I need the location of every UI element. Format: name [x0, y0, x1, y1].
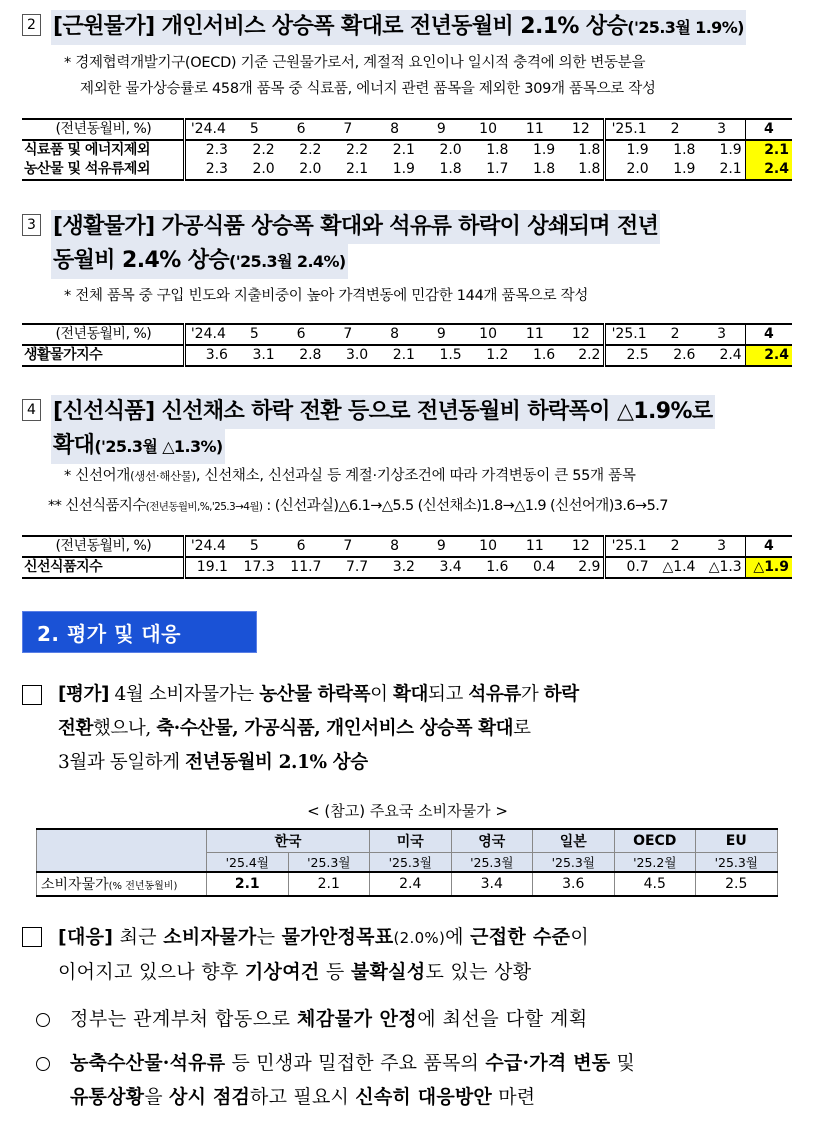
table-cell: 2.5: [605, 345, 652, 366]
eval-text: 4월 소비자물가는: [109, 684, 260, 705]
reference-cpi-table: [36, 828, 778, 897]
table-cell: 2.1: [392, 142, 415, 158]
resp-bold: 기상여건: [244, 961, 320, 983]
table-cell: 1.9: [719, 142, 742, 158]
table-column-header: 4: [745, 119, 792, 140]
living-title-text2: 동월비 2.4% 상승: [53, 248, 229, 273]
eval-bold: 농산물 하락폭: [259, 684, 371, 705]
reference-corner-cell: [37, 829, 207, 872]
table-cell: 2.2: [558, 345, 605, 366]
core-cpi-tag: [근원물가]: [53, 14, 155, 39]
table-cell: 2.2: [299, 142, 322, 158]
table-column-header: 7: [324, 324, 371, 345]
reference-row-label: [37, 872, 207, 896]
fresh-title-text1: 신선채소 하락 전환 등으로 전년동월비 하락폭이 △1.9%로: [154, 399, 713, 424]
table-cell: 1.7: [465, 160, 512, 180]
living-title-text1: 가공식품 상승폭 확대와 석유류 하락이 상쇄되며 전년: [154, 214, 659, 239]
table-cell: 2.0: [439, 142, 462, 158]
fresh-note2-small: (전년동월비,%,'25.3→4월): [145, 501, 263, 513]
period-cell: '25.3월: [533, 853, 615, 873]
table-column-header: 5: [231, 119, 278, 140]
eval-tag: [평가]: [58, 684, 110, 705]
country-cell: EU: [696, 829, 778, 853]
table-column-header: 4: [745, 536, 792, 557]
period-cell: '25.3월: [696, 853, 778, 873]
bullet-plain: 하고 필요시: [250, 1086, 356, 1108]
bullet-plain: 에 최선을 다할 계획: [417, 1008, 588, 1030]
table-column-header: 12: [558, 119, 605, 140]
resp-text: 이어지고 있으나 향후: [58, 961, 245, 983]
eval-text: 되고: [427, 684, 469, 705]
eval-bold: 하락: [543, 684, 579, 705]
table-cell: 1.9: [605, 140, 652, 160]
eval-bold: 축·수산물, 가공식품, 개인서비스 상승폭 확대: [156, 718, 514, 739]
country-cell: 일본: [533, 829, 615, 853]
eval-bold: 확대: [393, 684, 428, 705]
eval-bold: 석유류: [468, 684, 521, 705]
table-header-row: [22, 324, 792, 345]
resp-bold: 물가안정목표: [281, 926, 394, 948]
table-column-header: 6: [278, 324, 325, 345]
table-cell: 3.2: [371, 557, 418, 578]
row-label-text: 소비자물가: [41, 877, 109, 893]
table-column-header: 9: [418, 324, 465, 345]
bullet-text: [70, 1046, 800, 1114]
bullet-bold: 수급·가격 변동: [485, 1052, 611, 1074]
bullet-text: [70, 1002, 588, 1036]
table-row: [22, 140, 792, 160]
table-column-header: '25.1: [605, 119, 652, 140]
table-cell: 0.7: [605, 557, 652, 578]
table-cell: 3.0: [324, 345, 371, 366]
table-column-header: 10: [465, 324, 512, 345]
table-cell: 2.0: [231, 160, 278, 180]
bullet-bold: 신속히 대응방안: [355, 1086, 492, 1108]
resp-small: (2.0%): [393, 929, 446, 947]
living-title-line2: [51, 244, 348, 279]
response-line2: [58, 955, 798, 989]
reference-table-title: < (참고) 주요국 소비자물가 >: [307, 802, 508, 820]
resp-text: 등: [319, 961, 351, 983]
living-paren: ('25.3월 2.4%): [229, 252, 346, 271]
living-tag: [생활물가]: [53, 214, 155, 239]
table-cell: 1.5: [418, 345, 465, 366]
table-cell: 1.9: [371, 160, 418, 180]
table-cell: 3.1: [231, 345, 278, 366]
value-cell: 2.1: [207, 872, 289, 896]
eval-bold: 전년동월비 2.1% 상승: [185, 752, 368, 773]
table-cell: 2.8: [278, 345, 325, 366]
table-column-header: '25.1: [605, 324, 652, 345]
section-number-box: 4: [22, 399, 41, 421]
table-cell: △1.9: [745, 557, 792, 578]
country-cell: 미국: [370, 829, 452, 853]
evaluation-line2: [58, 712, 798, 746]
bullet-bold: 유통상황: [70, 1086, 145, 1108]
table-column-header: 9: [418, 536, 465, 557]
table-cell: △1.4: [652, 557, 699, 578]
resp-bold: 근접한 수준: [470, 926, 571, 948]
table-cell: 2.4: [745, 345, 792, 366]
table-cell: 2.2: [252, 142, 275, 158]
table-cell: 1.8: [486, 142, 509, 158]
table-cell: 0.4: [511, 557, 558, 578]
fresh-paren: ('25.3월 △1.3%): [94, 437, 223, 456]
value-cell: 2.1: [288, 872, 370, 896]
checkbox-square-icon: [22, 927, 42, 947]
table-cell: 2.2: [345, 142, 369, 158]
bullet-line2: [70, 1080, 800, 1114]
resp-bold: 소비자물가: [163, 926, 257, 948]
reference-value-row: [37, 872, 778, 896]
response-line1: [58, 920, 798, 955]
response-paragraph: [58, 920, 798, 989]
table-column-header: 12: [558, 324, 605, 345]
table-cell: 2.6: [652, 345, 699, 366]
bullet-bold: 체감물가 안정: [297, 1008, 418, 1030]
table-column-header: 7: [324, 119, 371, 140]
fresh-tag: [신선식품]: [53, 399, 155, 424]
living-note: * 전체 품목 중 구입 빈도와 지출비중이 높아 가격변동에 민감한 144개 품목으로 작성: [64, 288, 589, 304]
table-column-header: 2: [652, 324, 699, 345]
table-column-header: '25.1: [605, 536, 652, 557]
table-cell: 1.8: [418, 160, 465, 180]
table-column-header: 11: [511, 536, 558, 557]
resp-text: 도 있는 상황: [425, 961, 532, 983]
evaluation-paragraph: [58, 678, 798, 780]
country-cell: OECD: [614, 829, 696, 853]
bullet-item: [36, 1002, 588, 1036]
living-title-line1: [51, 210, 660, 244]
bullet-bold: 농축수산물·석유류: [70, 1052, 226, 1074]
eval-text: 3월과 동일하게: [58, 752, 186, 773]
table-column-header: 11: [511, 324, 558, 345]
bullet-plain: 마련: [492, 1086, 536, 1108]
evaluation-block: [22, 678, 798, 780]
fresh-note2-b: : (신선과실)△6.1→△5.5 (신선채소)1.8→△1.9 (신선어개)3.6→5.7: [262, 498, 668, 514]
eval-text: 이: [370, 684, 394, 705]
period-cell: '25.3월: [370, 853, 452, 873]
eval-text: 했으나,: [92, 718, 157, 739]
value-cell: 4.5: [614, 872, 696, 896]
table-column-header: 5: [231, 324, 278, 345]
table-cell: 1.9: [532, 142, 556, 158]
table-column-header: '24.4: [184, 536, 231, 557]
resp-text: 는: [256, 926, 282, 948]
table-unit-label: (전년동월비, %): [22, 119, 184, 140]
living-cpi-table: [22, 323, 792, 367]
table-cell: 2.3: [184, 160, 231, 180]
table-column-header: 6: [278, 536, 325, 557]
table-column-header: 6: [278, 119, 325, 140]
fresh-note1: [64, 463, 636, 489]
bullet-line1: [70, 1046, 800, 1080]
reference-country-row: [37, 829, 778, 853]
circle-bullet-icon: [36, 1013, 50, 1027]
core-cpi-table: [22, 118, 792, 181]
table-cell: 2.1: [698, 160, 745, 180]
period-cell: '25.2월: [614, 853, 696, 873]
resp-bold: 불확실성: [350, 961, 426, 983]
table-cell: △1.3: [698, 557, 745, 578]
fresh-note1-small: (생선·해산물): [130, 469, 196, 483]
table-unit-label: (전년동월비, %): [22, 536, 184, 557]
core-cpi-note-line2: 제외한 물가상승률로 458개 품목 중 식료품, 에너지 관련 품목을 제외한 309개 품목으로 작성: [80, 81, 656, 97]
resp-text: 에: [445, 926, 471, 948]
country-cell: 한국: [207, 829, 370, 853]
fresh-note2-a: ** 신선식품지수: [48, 498, 146, 514]
fresh-title-text2: 확대: [53, 433, 95, 458]
section-number-box: 2: [22, 14, 41, 36]
bullet-bold: 상시 점검: [169, 1086, 251, 1108]
bullet-plain: 등 민생과 밀접한 주요 품목의: [225, 1052, 486, 1074]
period-cell: '25.4월: [207, 853, 289, 873]
table-cell: 1.6: [511, 345, 558, 366]
resp-tag: [대응]: [58, 926, 114, 948]
table-cell: 1.9: [652, 160, 699, 180]
checkbox-square-icon: [22, 685, 42, 705]
table-cell: 2.1: [371, 345, 418, 366]
table-unit-label: (전년동월비, %): [22, 324, 184, 345]
table-column-header: 10: [465, 119, 512, 140]
core-cpi-paren: ('25.3월 1.9%): [627, 18, 744, 37]
table-cell: 2.1: [745, 140, 792, 160]
table-row-label: 신선식품지수: [22, 557, 184, 578]
period-cell: '25.3월: [288, 853, 370, 873]
eval-bold: 전환: [58, 718, 93, 739]
table-row: [22, 345, 792, 366]
section-core-cpi-title: [51, 10, 746, 45]
table-column-header: 3: [698, 536, 745, 557]
section-living-header: [22, 210, 660, 279]
section-title-evaluation: 2. 평가 및 대응: [22, 611, 257, 653]
table-cell: 7.7: [324, 557, 371, 578]
bullet-plain: 정부는 관계부처 합동으로: [70, 1008, 298, 1030]
value-cell: 3.4: [451, 872, 533, 896]
table-cell: 2.0: [278, 160, 325, 180]
table-column-header: 3: [698, 324, 745, 345]
table-row-label: 농산물 및 석유류제외: [22, 160, 184, 180]
table-column-header: 2: [652, 119, 699, 140]
table-cell: 19.1: [184, 557, 231, 578]
table-cell: 2.0: [605, 160, 652, 180]
section-core-cpi-header: [22, 10, 746, 45]
value-cell: 2.5: [696, 872, 778, 896]
table-column-header: '24.4: [184, 119, 231, 140]
table-column-header: 11: [511, 119, 558, 140]
section-fresh-header: [22, 395, 715, 464]
evaluation-line1: [58, 678, 798, 712]
table-column-header: '24.4: [184, 324, 231, 345]
table-row: [22, 557, 792, 578]
country-cell: 영국: [451, 829, 533, 853]
value-cell: 3.6: [533, 872, 615, 896]
evaluation-line3: [58, 746, 798, 780]
resp-text: 최근: [113, 926, 164, 948]
table-column-header: 10: [465, 536, 512, 557]
circle-bullet-icon: [36, 1057, 50, 1071]
table-cell: 2.4: [745, 160, 792, 180]
fresh-note1-a: * 신선어개: [64, 468, 131, 484]
fresh-note1-b: , 신선채소, 신선과실 등 계절·기상조건에 따라 가격변동이 큰 55개 품목: [195, 468, 636, 484]
table-column-header: 2: [652, 536, 699, 557]
table-column-header: 4: [745, 324, 792, 345]
table-cell: 3.6: [184, 345, 231, 366]
core-cpi-title-text: 개인서비스 상승폭 확대로 전년동월비 2.1% 상승: [154, 14, 628, 39]
value-cell: 2.4: [370, 872, 452, 896]
table-column-header: 8: [371, 536, 418, 557]
table-cell: 1.8: [511, 160, 558, 180]
response-block: [22, 920, 798, 989]
table-header-row: [22, 536, 792, 557]
table-row: [22, 160, 792, 180]
table-column-header: 7: [324, 536, 371, 557]
table-cell: 1.8: [673, 142, 696, 158]
table-column-header: 9: [418, 119, 465, 140]
period-cell: '25.3월: [451, 853, 533, 873]
bullet-plain: 을: [144, 1086, 170, 1108]
table-cell: 1.8: [578, 142, 601, 158]
eval-text: 가: [520, 684, 544, 705]
table-cell: 1.2: [465, 345, 512, 366]
table-cell: 2.9: [558, 557, 605, 578]
row-label-small: (% 전년동월비): [108, 881, 178, 892]
resp-text: 이: [570, 926, 589, 948]
table-cell: 2.3: [205, 142, 228, 158]
table-cell: 2.4: [698, 345, 745, 366]
fresh-title-line2: [51, 429, 225, 464]
bullet-item: [36, 1046, 800, 1114]
table-cell: 1.8: [558, 160, 605, 180]
fresh-cpi-table: [22, 535, 792, 579]
table-row-label: 식료품 및 에너지제외: [22, 140, 184, 160]
eval-text: 로: [513, 718, 531, 739]
table-cell: 3.4: [418, 557, 465, 578]
section-number-box: 3: [22, 214, 41, 236]
fresh-title-line1: [51, 395, 715, 429]
table-column-header: 8: [371, 324, 418, 345]
table-cell: 2.1: [324, 160, 371, 180]
fresh-note2: [48, 493, 668, 520]
table-header-row: [22, 119, 792, 140]
table-column-header: 12: [558, 536, 605, 557]
bullet-plain: 및: [610, 1052, 636, 1074]
core-cpi-note-line1: * 경제협력개발기구(OECD) 기준 근원물가로서, 계절적 요인이나 일시적 충격에 의한 변동분을: [64, 55, 646, 71]
table-column-header: 3: [698, 119, 745, 140]
table-column-header: 8: [371, 119, 418, 140]
table-cell: 1.6: [465, 557, 512, 578]
table-column-header: 5: [231, 536, 278, 557]
table-cell: 17.3: [231, 557, 278, 578]
table-row-label: 생활물가지수: [22, 345, 184, 366]
table-cell: 11.7: [278, 557, 325, 578]
